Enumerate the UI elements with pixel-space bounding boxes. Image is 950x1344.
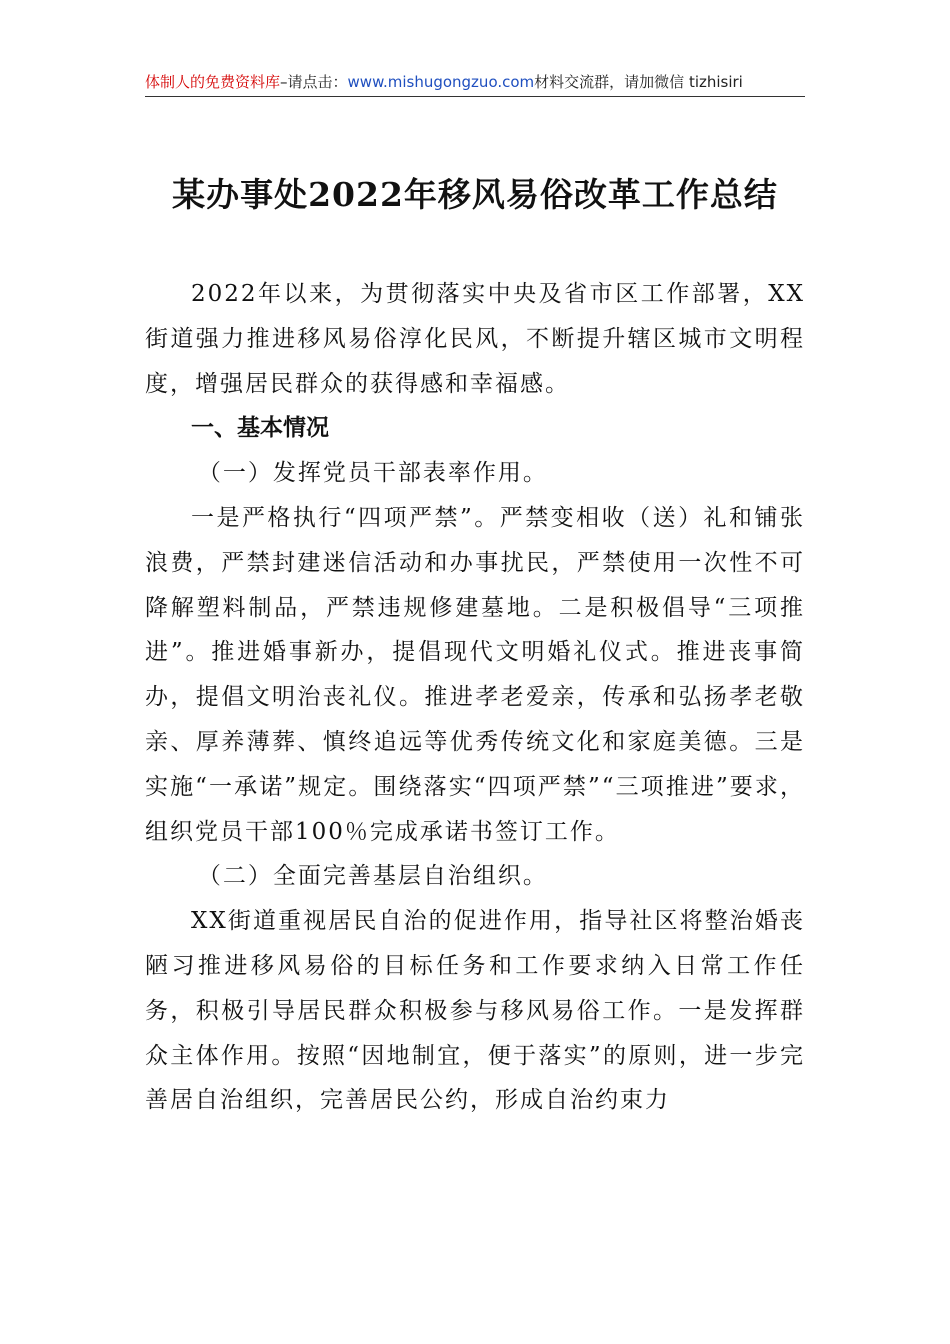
header-divider <box>145 96 805 97</box>
section-heading-basic-situation: 一、基本情况 <box>191 415 329 442</box>
header-contact-text: 材料交流群，请加微信 tizhisiri <box>534 73 743 91</box>
header-prompt: –请点击： <box>280 73 348 91</box>
subsection-heading-2: （二）全面完善基层自治组织。 <box>197 863 548 890</box>
subsection-heading-1: （一）发挥党员干部表率作用。 <box>197 460 548 487</box>
header-url-link[interactable]: www.mishugongzuo.com <box>347 73 535 91</box>
intro-paragraph: 2022年以来，为贯彻落实中央及省市区工作部署，XX街道强力推进移风易俗淳化民风，不断提升辖区城市文明程度，增强居民群众的获得感和幸福感。 <box>145 281 805 397</box>
document-title: 某办事处2022年移风易俗改革工作总结 <box>172 175 778 214</box>
page-header-banner <box>145 70 805 94</box>
document-body <box>145 272 805 1123</box>
header-site-name: 体制人的免费资料库 <box>145 73 281 91</box>
subsection-1-paragraph: 一是严格执行“四项严禁”。严禁变相收（送）礼和铺张浪费，严禁封建迷信活动和办事扰民，严禁使用一次性不可降解塑料制品，严禁违规修建墓地。二是积极倡导“三项推进”。推进婚事新办，提倡现代文明婚礼仪式。推进丧事简办，提倡文明治丧礼仪。推进孝老爱亲，传承和弘扬孝老敬亲、厚养薄葬、慎终追远等优秀传统文化和家庭美德。三是实施“一承诺”规定。围绕落实“四项严禁”“三项推进”要求，组织党员干部100％完成承诺书签订工作。 <box>145 504 805 845</box>
subsection-2-paragraph: XX街道重视居民自治的促进作用，指导社区将整治婚丧陋习推进移风易俗的目标任务和工作要求纳入日常工作任务，积极引导居民群众积极参与移风易俗工作。一是发挥群众主体作用。按照“因地制宜，便于落实”的原则，进一步完善居自治组织，完善居民公约，形成自治约束力 <box>145 908 805 1114</box>
